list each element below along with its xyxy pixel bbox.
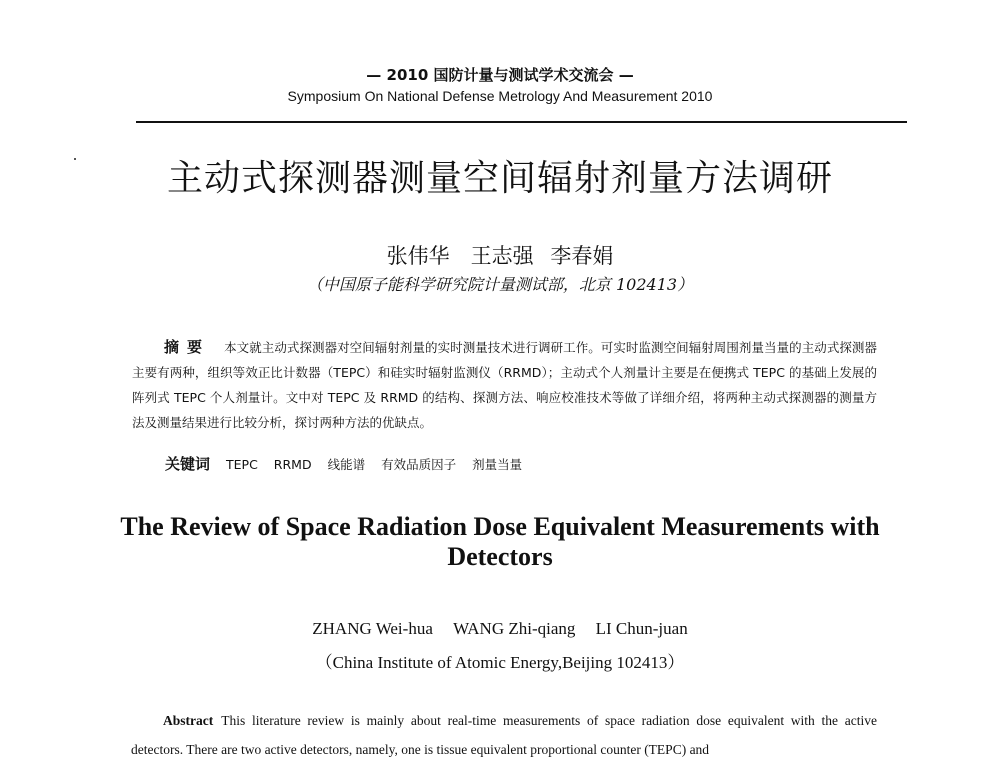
affiliation-en: （China Institute of Atomic Energy,Beijing 102413） — [315, 653, 685, 672]
paper-title-en: The Review of Space Radiation Dose Equivalent Measurements with Detectors — [120, 512, 880, 571]
abstract-cn-text: 本文就主动式探测器对空间辐射剂量的实时测量技术进行调研工作。可实时监测空间辐射周围剂量当量的主动式探测器主要有两种，组织等效正比计数器（TEPC）和硅实时辐射监测仪（RRMD）；主动式个人剂量计主要是在便携式 TEPC 的基础上发展的阵列式 TEPC 个人剂量计。文中对 TEPC 及 RRMD 的结构、探测方法、响应校准技术等做了详细介绍，将两种主动式探测器的测量方法及测量结果进行比较分析，探讨两种方法的优缺点。 — [132, 340, 877, 430]
authors-en — [0, 619, 1000, 639]
header-rule — [136, 121, 907, 123]
keywords-cn — [165, 453, 865, 474]
keyword: RRMD — [273, 457, 312, 472]
keyword: 线能谱 — [327, 457, 366, 472]
author-name: ZHANG Wei-hua — [312, 619, 433, 638]
symposium-header-cn: — 2010 国防计量与测试学术交流会 — — [366, 66, 634, 84]
paper-title-cn: 主动式探测器测量空间辐射剂量方法调研 — [166, 158, 833, 199]
affiliation-cn: （中国原子能科学研究院计量测试部，北京 102413） — [306, 275, 694, 294]
abstract-en-text: This literature review is mainly about real-time measurements of space radiation dose equivalent with the active detectors. There are two active detectors, namely, one is tissue equivalent proportional counter (TEPC) and — [131, 713, 877, 757]
keyword: 有效品质因子 — [381, 457, 457, 472]
abstract-cn — [132, 335, 877, 435]
keywords-cn-label: 关键词 — [165, 455, 211, 473]
author-name: LI Chun-juan — [595, 619, 688, 638]
abstract-cn-label: 摘要 — [164, 338, 211, 356]
author-name: WANG Zhi-qiang — [453, 619, 576, 638]
symposium-header-en: Symposium On National Defense Metrology And Measurement 2010 — [287, 88, 713, 104]
abstract-en — [131, 706, 877, 764]
keyword: TEPC — [226, 457, 258, 472]
keyword: 剂量当量 — [472, 457, 523, 472]
authors-cn: 张伟华 王志强 李春娟 — [386, 244, 614, 268]
abstract-en-label: Abstract — [163, 713, 214, 728]
